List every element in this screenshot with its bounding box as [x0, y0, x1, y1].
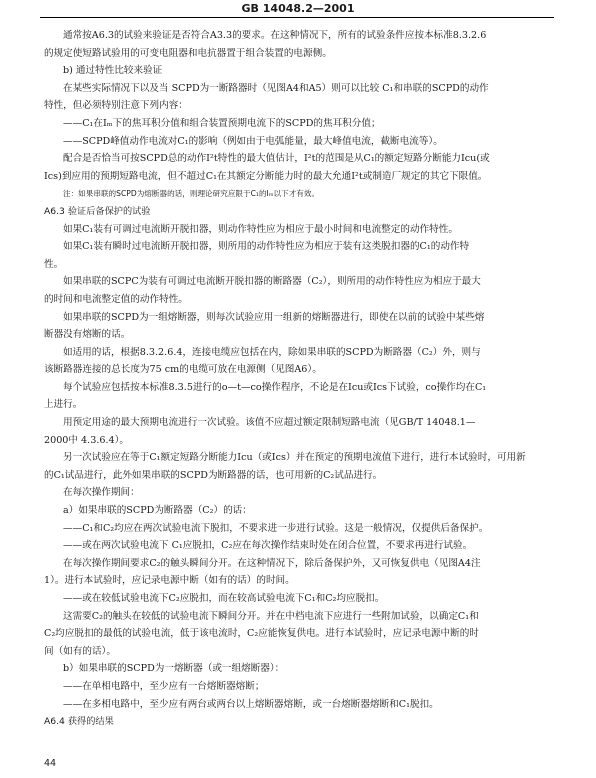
text-line: 间（如有的话）。: [44, 645, 116, 657]
text-line: ——或在较低试验电流下C₂应脱扣，而在较高试验电流下C₁和C₂均应脱扣。: [63, 593, 385, 604]
text-line: 如果C₁装有可调过电流断开脱扣器，则动作特性应为相应于最小时间和电流整定的动作特性。: [63, 223, 458, 235]
text-line: 如果串联的SCPC为装有可调过电流断开脱扣器的断路器（C₂），则所用的动作特性应为相应于最大: [63, 276, 481, 288]
text-line: 1）。进行本试验时，应记录电源中断（如有的话）的时间。: [44, 575, 295, 587]
text-line: 上进行。: [44, 399, 83, 411]
text-line: 在每次操作期间：: [63, 487, 140, 499]
text-line: b）如果串联的SCPD为一熔断器（或一组熔断器）：: [63, 663, 285, 675]
text-line: 性。: [44, 258, 64, 270]
text-line: 每个试验应包括按本标准8.3.5进行的o—t—co操作程序，不论是在Icu或Ics下试验，co操作均在C₁: [63, 381, 487, 393]
text-line: Ics)到应用的预期短路电流，但不超过C₁在其额定分断能力时的最大允通I²t或制造厂规定的其它下限值。: [44, 170, 488, 182]
text-line: 特性，但必须特别注意下列内容：: [44, 100, 188, 112]
text-line: 在某些实际情况下以及当 SCPD为一断路器时（见图A4和A5）则可以比较 C₁和串联的SCPD的动作: [63, 82, 489, 94]
text-line: 如果C₁装有瞬时过电流断开脱扣器，则所用的动作特性应为相应于装有这类脱扣器的C₁的动作特: [63, 241, 470, 253]
text-line: 如果串联的SCPD为一组熔断器，则每次试验应用一组新的熔断器进行，即使在以前的试验中某些熔: [63, 311, 485, 323]
text-line: 断器没有熔断的话。: [44, 329, 131, 341]
text-line: 2000中 4.3.6.4）。: [44, 434, 130, 446]
standard-header: GB 14048.2—2001: [241, 2, 355, 15]
text-line: 另一次试验应在等于C₁额定短路分断能力Icu（或Ics）并在预定的预期电流值下进行，进行本试验时，可用新: [63, 452, 526, 464]
header-rule: [40, 17, 554, 18]
text-line: 的时间和电流整定值的动作特性。: [44, 293, 188, 305]
text-line: 用预定用途的最大预期电流进行一次试验。该值不应超过额定限制短路电流（见GB/T 14048.1—: [63, 417, 476, 429]
note-line: 注：如果串联的SCPD为熔断器的话，则理论研究应限于C₁的Iₘ以下才有效。: [63, 189, 320, 199]
section-heading: A6.4 获得的结果: [44, 716, 114, 728]
text-line: 在每次操作期间要求C₂的触头瞬间分开。在这种情况下，除后备保护外，又可恢复供电（见图A4注: [63, 557, 481, 569]
text-line: ——C₁和C₂均应在两次试验电流下脱扣，不要求进一步进行试验。这是一般情况，仅提供后备保护。: [63, 522, 489, 534]
text-line: 这需要C₂的触头在较低的试验电流下瞬间分开。并在中档电流下应进行一些附加试验，以确定C₁和: [63, 610, 479, 622]
text-line: ——SCPD峰值动作电流对C₁的影响（例如由于电弧能量，最大峰值电流，截断电流等）。: [63, 135, 443, 147]
text-line: ——C₁在Iₘ下的焦耳积分值和组合装置预期电流下的SCPD的焦耳积分值；: [63, 117, 381, 129]
page-number: 44: [44, 758, 57, 769]
body-text: [44, 27, 556, 731]
text-line: a）如果串联的SCPD为断路器（C₂）的话：: [63, 505, 252, 517]
text-line: C₂均应脱扣的最低的试验电流，低于该电流时，C₂应能恢复供电。进行本试验时，应记录电源中断的时: [44, 628, 479, 640]
text-line: 的规定使短路试验用的可变电阻器和电抗器置于组合装置的电源侧。: [44, 47, 332, 59]
text-line: ——在单相电路中，至少应有一台熔断器熔断；: [63, 680, 265, 692]
text-line: 的C₁试品进行，此外如果串联的SCPD为断路器的话，也可用新的C₂试品进行。: [44, 469, 383, 481]
text-line: ——在多相电路中，至少应有两台或两台以上熔断器熔断，或一台熔断器熔断和C₁脱扣。: [63, 698, 439, 710]
text-line: 该断路器连接的总长度为75 cm的电缆可放在电源侧（见图A6）。: [44, 364, 322, 376]
text-line: 配合是否恰当可按SCPD总的动作I²t特性的最大值估计，I²t的范围是从C₁的额定短路分断能力Icu(或: [63, 153, 490, 165]
section-heading: A6.3 验证后备保护的试验: [44, 205, 151, 217]
text-line: 如适用的话，根据8.3.2.6.4，连接电缆应包括在内，除如果串联的SCPD为断路器（C₂）外，则与: [63, 346, 481, 358]
text-line: b) 通过特性比较来验证: [63, 65, 163, 77]
text-line: 通常按A6.3的试验来验证是否符合A3.3的要求。在这种情况下，所有的试验条件应按本标准8.3.2.6: [63, 30, 487, 41]
text-line: ——或在两次试验电流下 C₁应脱扣，C₂应在每次操作结束时处在闭合位置，不要求再进行试验。: [63, 540, 473, 552]
